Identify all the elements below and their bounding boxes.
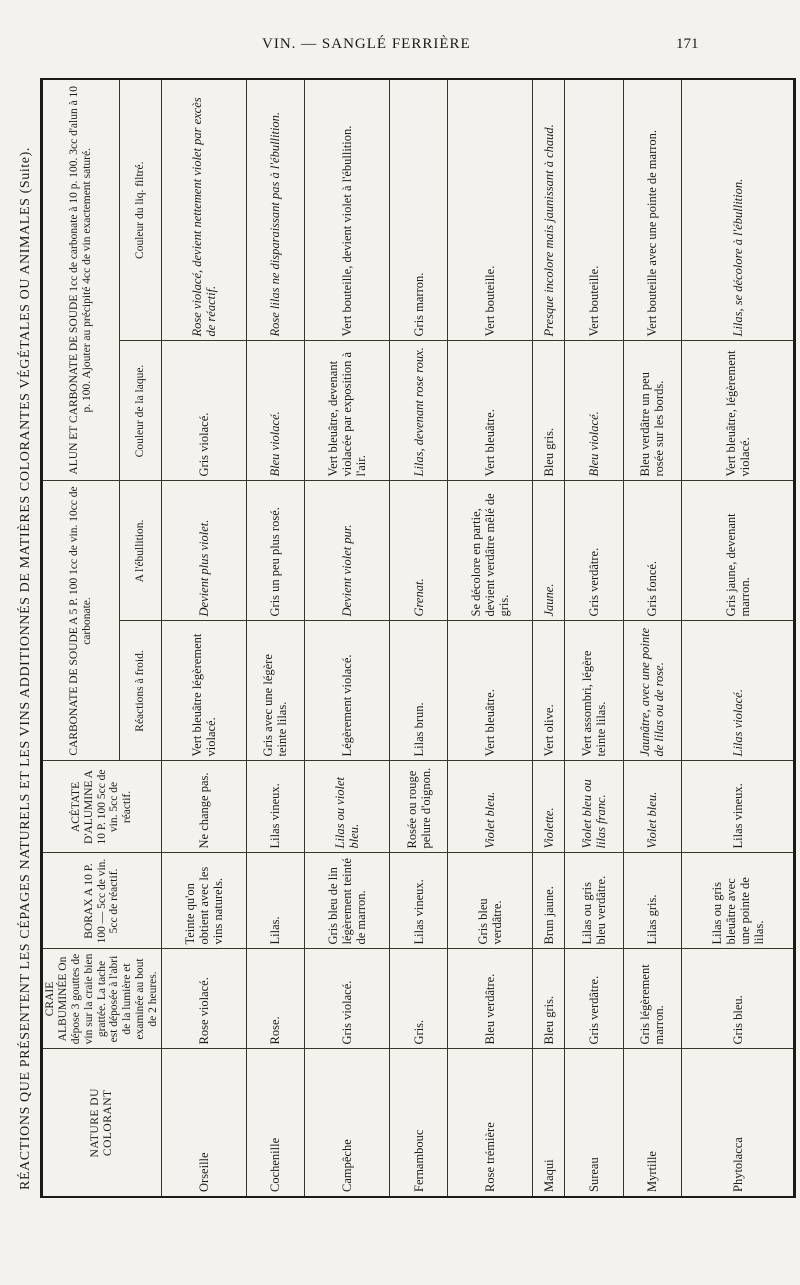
cell-alun-liquide: Gris marron. xyxy=(389,79,447,341)
table-row xyxy=(246,79,304,1197)
cell-alun-laque: Bleu gris. xyxy=(533,341,565,481)
cell-nature: Sureau xyxy=(565,1049,623,1197)
cell-carbonate-froid: Gris avec une légère teinte lilas. xyxy=(246,621,304,761)
cell-craie: Gris bleu. xyxy=(682,949,795,1049)
header-craie: CRAIE ALBUMINÉE On dépose 3 gouttes de vin sur la craie bien grattée. La tache est déposée à l'abri de la lumière et examinée au bout de 2 heures. xyxy=(42,949,162,1049)
cell-carbonate-froid: Vert bleuâtre. xyxy=(448,621,533,761)
cell-nature: Fernambouc xyxy=(389,1049,447,1197)
cell-acetate: Ne change pas. xyxy=(161,761,246,853)
cell-acetate: Rosée ou rouge pelure d'oignon. xyxy=(389,761,447,853)
cell-craie: Bleu gris. xyxy=(533,949,565,1049)
header-alun-liquide: Couleur du liq. filtré. xyxy=(120,79,162,341)
cell-borax: Lilas gris. xyxy=(623,853,681,949)
page-number: 171 xyxy=(676,36,699,52)
running-head-title: VIN. — SANGLÉ FERRIÈRE xyxy=(262,36,471,52)
cell-acetate: Lilas vineux. xyxy=(682,761,795,853)
cell-alun-liquide: Rose violacé, devient nettement violet par excès de réactif. xyxy=(161,79,246,341)
cell-borax: Gris bleu de lin légèrement teinté de marron. xyxy=(305,853,390,949)
header-carbonate: CARBONATE DE SOUDE A 5 P. 100 1cc de vin. 10cc de carbonate. xyxy=(42,481,120,761)
cell-carbonate-ebullition: Grenat. xyxy=(389,481,447,621)
cell-nature: Campêche xyxy=(305,1049,390,1197)
cell-craie: Bleu verdâtre. xyxy=(448,949,533,1049)
header-carbonate-ebullition: A l'ébullition. xyxy=(120,481,162,621)
cell-acetate: Violet bleu. xyxy=(448,761,533,853)
cell-nature: Cochenille xyxy=(246,1049,304,1197)
cell-craie: Rose violacé. xyxy=(161,949,246,1049)
table-row xyxy=(448,79,533,1197)
cell-acetate: Violet bleu ou lilas franc. xyxy=(565,761,623,853)
cell-carbonate-froid: Vert assombri, légère teinte lilas. xyxy=(565,621,623,761)
table-row xyxy=(623,79,681,1197)
cell-nature: Rose trémière xyxy=(448,1049,533,1197)
table-title: RÉACTIONS QUE PRÉSENTENT LES CÉPAGES NATURELS ET LES VINS ADDITIONNÉS DE MATIÈRES COLORANTES VÉGÉTALES OU ANIMALES (Suite). xyxy=(18,147,33,1190)
cell-borax: Lilas vineux. xyxy=(389,853,447,949)
header-alun: ALUN ET CARBONATE DE SOUDE 1cc de carbonate à 10 p. 100. 3cc d'alun à 10 p. 100. Ajouter au précipité 4cc de vin exactement saturé. xyxy=(42,79,120,481)
cell-nature: Maqui xyxy=(533,1049,565,1197)
cell-craie: Rose. xyxy=(246,949,304,1049)
cell-acetate: Lilas vineux. xyxy=(246,761,304,853)
header-nature: NATURE DU COLORANT xyxy=(42,1049,162,1197)
table-row xyxy=(389,79,447,1197)
cell-craie: Gris violacé. xyxy=(305,949,390,1049)
cell-carbonate-ebullition: Devient plus violet. xyxy=(161,481,246,621)
cell-borax: Gris bleu verdâtre. xyxy=(448,853,533,949)
cell-acetate: Violet bleu. xyxy=(623,761,681,853)
cell-nature: Myrtille xyxy=(623,1049,681,1197)
cell-alun-laque: Lilas, devenant rose roux. xyxy=(389,341,447,481)
cell-alun-liquide: Vert bouteille. xyxy=(448,79,533,341)
table-row xyxy=(565,79,623,1197)
cell-alun-laque: Bleu verdâtre un peu rosée sur les bords. xyxy=(623,341,681,481)
header-carbonate-froid: Réactions à froid. xyxy=(120,621,162,761)
cell-craie: Gris verdâtre. xyxy=(565,949,623,1049)
cell-craie: Gris. xyxy=(389,949,447,1049)
cell-carbonate-froid: Lilas violacé. xyxy=(682,621,795,761)
cell-borax: Lilas ou gris bleu verdâtre. xyxy=(565,853,623,949)
cell-nature: Orseille xyxy=(161,1049,246,1197)
cell-borax: Brun jaune. xyxy=(533,853,565,949)
cell-alun-laque: Gris violacé. xyxy=(161,341,246,481)
running-head xyxy=(0,0,800,70)
cell-carbonate-ebullition: Gris un peu plus rosé. xyxy=(246,481,304,621)
cell-acetate: Lilas ou violet bleu. xyxy=(305,761,390,853)
table-row xyxy=(161,79,246,1197)
cell-alun-liquide: Vert bouteille, devient violet à l'ébullition. xyxy=(305,79,390,341)
cell-carbonate-ebullition: Gris foncé. xyxy=(623,481,681,621)
cell-alun-laque: Vert bleuâtre, légèrement violacé. xyxy=(682,341,795,481)
cell-alun-laque: Vert bleuâtre, devenant violacée par exposition à l'air. xyxy=(305,341,390,481)
cell-alun-liquide: Vert bouteille avec une pointe de marron. xyxy=(623,79,681,341)
cell-carbonate-froid: Légèrement violacé. xyxy=(305,621,390,761)
cell-nature: Phytolacca xyxy=(682,1049,795,1197)
cell-acetate: Violette. xyxy=(533,761,565,853)
cell-carbonate-froid: Lilas brun. xyxy=(389,621,447,761)
cell-alun-laque: Vert bleuâtre. xyxy=(448,341,533,481)
cell-carbonate-ebullition: Se décolore en partie, devient verdâtre mêlé de gris. xyxy=(448,481,533,621)
rotated-table-container xyxy=(40,80,766,1198)
cell-carbonate-ebullition: Jaune. xyxy=(533,481,565,621)
reactions-table xyxy=(40,78,796,1198)
header-borax: BORAX A 10 P. 100 — 5cc de vin. 5cc de réactif. xyxy=(42,853,162,949)
cell-carbonate-froid: Vert bleuâtre légèrement violacé. xyxy=(161,621,246,761)
cell-alun-liquide: Rose lilas ne disparaissant pas à l'ébullition. xyxy=(246,79,304,341)
table-row xyxy=(533,79,565,1197)
cell-borax: Teinte qu'on obtient avec les vins naturels. xyxy=(161,853,246,949)
cell-carbonate-froid: Jaunâtre, avec une pointe de lilas ou de rose. xyxy=(623,621,681,761)
cell-borax: Lilas ou gris bleuâtre avec une pointe de lilas. xyxy=(682,853,795,949)
cell-borax: Lilas. xyxy=(246,853,304,949)
cell-alun-liquide: Presque incolore mais jaunissant à chaud. xyxy=(533,79,565,341)
cell-alun-laque: Bleu violacé. xyxy=(565,341,623,481)
table-row xyxy=(305,79,390,1197)
cell-carbonate-ebullition: Devient violet pur. xyxy=(305,481,390,621)
header-acetate: ACÉTATE D'ALUMINE A 10 P. 100 5cc de vin. 5cc de réactif. xyxy=(42,761,162,853)
cell-alun-liquide: Lilas, se décolore à l'ébullition. xyxy=(682,79,795,341)
cell-alun-laque: Bleu violacé. xyxy=(246,341,304,481)
cell-carbonate-ebullition: Gris jaune, devenant marron. xyxy=(682,481,795,621)
cell-craie: Gris légèrement marron. xyxy=(623,949,681,1049)
cell-carbonate-ebullition: Gris verdâtre. xyxy=(565,481,623,621)
header-alun-laque: Couleur de la laque. xyxy=(120,341,162,481)
cell-alun-liquide: Vert bouteille. xyxy=(565,79,623,341)
table-row xyxy=(682,79,795,1197)
table-body xyxy=(161,79,794,1197)
cell-carbonate-froid: Vert olive. xyxy=(533,621,565,761)
